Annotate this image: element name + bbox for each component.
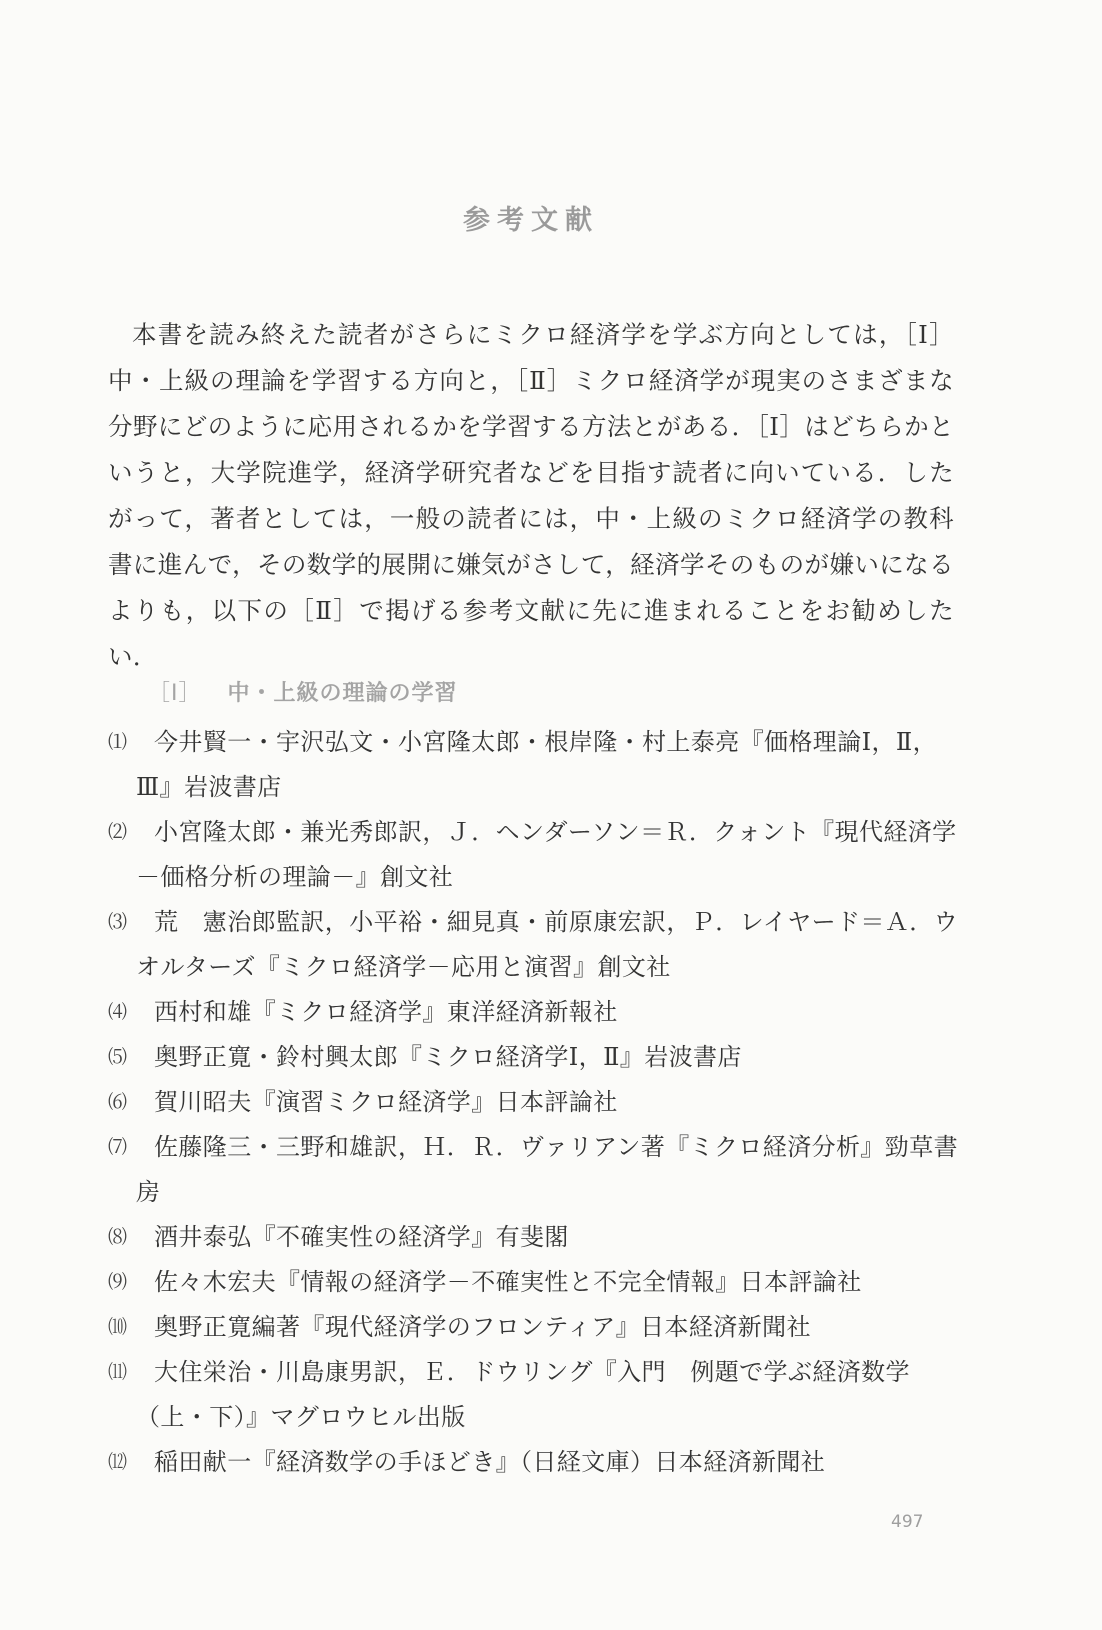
reference-number: ⑶ (108, 911, 128, 933)
reference-item (108, 1215, 958, 1260)
section-title: 中・上級の理論の学習 (227, 681, 458, 706)
reference-item (108, 810, 958, 900)
reference-item (108, 900, 958, 990)
reference-number: ⑵ (108, 821, 128, 843)
reference-number: ⑾ (108, 1361, 128, 1383)
reference-number: ⑴ (108, 731, 128, 753)
reference-number: ⑿ (108, 1451, 128, 1473)
section-heading (148, 676, 458, 707)
reference-text: 大住栄治・川島康男訳，Ｅ．ドウリング『入門 例題で学ぶ経済数学（上・下）』マグロウヒル出版 (136, 1358, 910, 1431)
reference-item (108, 1080, 958, 1125)
reference-text: 佐々木宏夫『情報の経済学－不確実性と不完全情報』日本評論社 (154, 1268, 862, 1296)
reference-text: 今井賢一・宇沢弘文・小宮隆太郎・根岸隆・村上泰亮『価格理論Ⅰ，Ⅱ，Ⅲ』岩波書店 (136, 728, 937, 801)
reference-text: 小宮隆太郎・兼光秀郎訳，Ｊ．ヘンダーソン＝Ｒ．クォント『現代経済学－価格分析の理論－』創文社 (136, 818, 957, 891)
reference-text: 奥野正寛・鈴村興太郎『ミクロ経済学Ⅰ，Ⅱ』岩波書店 (154, 1043, 742, 1071)
reference-number: ⑻ (108, 1226, 128, 1248)
reference-item (108, 1305, 958, 1350)
reference-list (108, 720, 958, 1485)
intro-paragraph: 本書を読み終えた読者がさらにミクロ経済学を学ぶ方向としては，［Ⅰ］中・上級の理論を学習する方向と，［Ⅱ］ミクロ経済学が現実のさまざまな分野にどのように応用されるかを学習する方法とがある．［Ⅰ］はどちらかというと，大学院進学，経済学研究者などを目指す読者に向いている．したがって，著者としては，一般の読者には，中・上級のミクロ経済学の教科書に進んで，その数学的展開に嫌気がさして，経済学そのものが嫌いになるよりも，以下の［Ⅱ］で掲げる参考文献に先に進まれることをお勧めしたい． (108, 320, 954, 671)
reference-number: ⑹ (108, 1091, 128, 1113)
reference-text: 稲田献一『経済数学の手ほどき』（日経文庫）日本経済新聞社 (154, 1448, 826, 1476)
reference-text: 荒 憲治郎監訳，小平裕・細見真・前原康宏訳，Ｐ．レイヤード＝Ａ．ウオルターズ『ミクロ経済学－応用と演習』創文社 (136, 908, 958, 981)
reference-item (108, 1035, 958, 1080)
page-number: 497 (891, 1512, 924, 1532)
page-title: 参考文献 (463, 205, 599, 236)
reference-number: ⑸ (108, 1046, 128, 1068)
reference-item (108, 720, 958, 810)
reference-text: 西村和雄『ミクロ経済学』東洋経済新報社 (154, 998, 618, 1026)
reference-item (108, 1260, 958, 1305)
reference-text: 酒井泰弘『不確実性の経済学』有斐閣 (154, 1223, 569, 1251)
reference-item (108, 990, 958, 1035)
reference-item (108, 1350, 958, 1440)
reference-number: ⑷ (108, 1001, 128, 1023)
reference-text: 奥野正寛編著『現代経済学のフロンティア』日本経済新聞社 (154, 1313, 811, 1341)
reference-item (108, 1440, 958, 1485)
reference-text: 佐藤隆三・三野和雄訳，Ｈ．Ｒ．ヴァリアン著『ミクロ経済分析』勁草書房 (136, 1133, 958, 1206)
section-number: ［Ⅰ］ (148, 681, 202, 706)
reference-number: ⑼ (108, 1271, 128, 1293)
reference-item (108, 1125, 958, 1215)
reference-number: ⑺ (108, 1136, 128, 1158)
reference-text: 賀川昭夫『演習ミクロ経済学』日本評論社 (154, 1088, 618, 1116)
reference-number: ⑽ (108, 1316, 128, 1338)
